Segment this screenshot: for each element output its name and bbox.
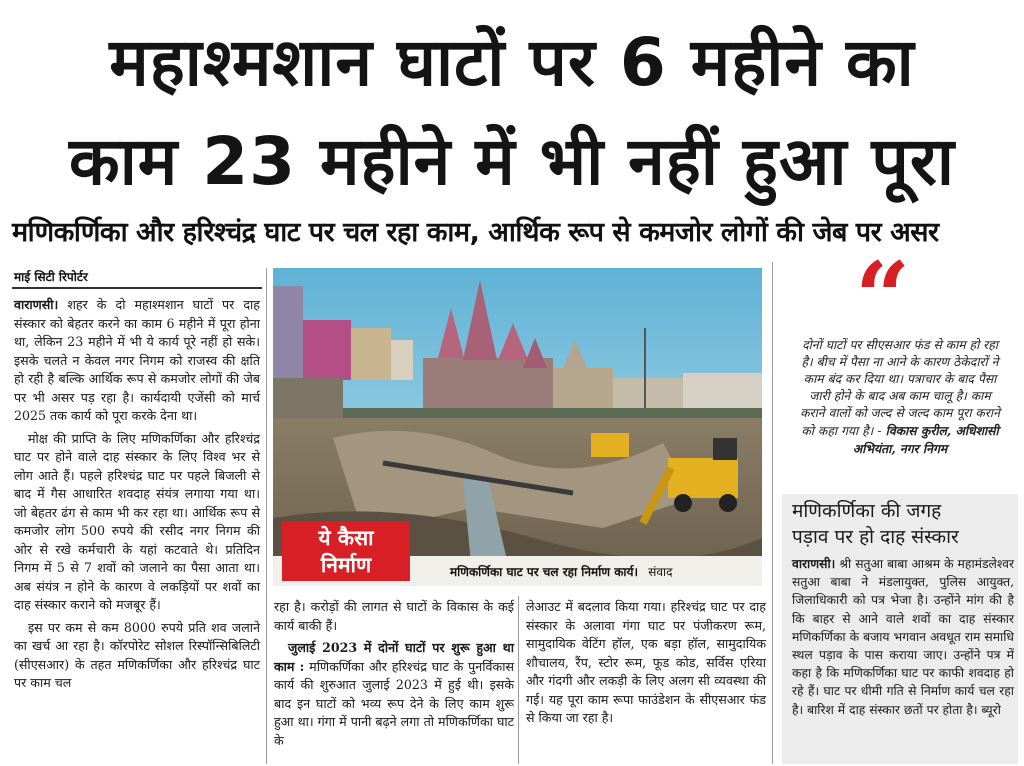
sidebar-title-line-1: मणिकर्णिका की जगह [792, 500, 942, 522]
photo-tag [282, 521, 410, 581]
subhead-july-2023: जुलाई 2023 में दोनों घाटों पर शुरू हुआ था काम : [274, 640, 514, 674]
byline: माई सिटी रिपोर्टर [14, 270, 88, 284]
headline-line-1: महाश्मशान घाटों पर 6 महीने का [109, 24, 915, 101]
col2-paragraph-2-text: मणिकर्णिका और हरिश्चंद्र घाट के पुनर्विकास कार्य की शुरुआत जुलाई 2023 में हुई थी। इसके बाद इन घाटों को भव्य रूप देने के लिए काम शुरू हुआ था। गंगा में पानी बढ़ने लगा तो मणिकर्णिका घाट के [274, 658, 515, 748]
photo-tag-line-2: निर्माण [320, 553, 372, 577]
column-divider-3 [772, 262, 773, 764]
article-column-3 [526, 598, 766, 732]
sidebar-paragraph [792, 555, 1014, 719]
sidebar-text: श्री सतुआ बाबा आश्रम के महामंडलेश्वर सतुआ बाबा ने मंडलायुक्त, पुलिस आयुक्त, जिलाधिकारी को पत्र भेजा है। उन्होंने मांग की है कि बाहर से आने वाले शवों का दाह संस्कार मणिकर्णिका के बजाय भगवान अवधूत राम समाधि स्थल पड़ाव के पास कराया जाए। उन्होंने पत्र में कहा है कि मणिकर्णिका घाट पर काफी शवदाह हो रहे हैं। घाट पर धीमी गति से निर्माण कार्य चल रहा है। बारिश में दाह संस्कार छतों पर होता है। ब्यूरो [792, 557, 1014, 717]
sidebar-dateline: वाराणसी। [792, 556, 836, 571]
headline-line-2: काम 23 महीने में भी नहीं हुआ पूरा [69, 123, 955, 200]
quote-mark-icon: “ [855, 241, 911, 354]
photo-credit: संवाद [648, 565, 673, 579]
sidebar-title [792, 498, 1012, 550]
quote-body: दोनों घाटों पर सीएसआर फंड से काम हो रहा है। बीच में पैसा ना आने के कारण ठेकेदारों ने काम बंद कर दिया था। पत्राचार के बाद पैसा जारी होने के बाद अब काम चालू है। काम कराने वालों को जल्द से जल्द काम पूरा कराने को कहा गया है। - [800, 338, 1000, 438]
col2-paragraph-1: रहा है। करोड़ों की लागत से घाटों के विकास के कई कार्य बाकी हैं। [274, 599, 514, 633]
subheadline: मणिकर्णिका और हरिश्चंद्र घाट पर चल रहा काम, आर्थिक रूप से कमजोर लोगों की जेब पर असर [12, 217, 939, 248]
byline-rule [12, 287, 262, 289]
photo-caption-text: मणिकर्णिका घाट पर चल रहा निर्माण कार्य। [450, 565, 639, 579]
column-divider-2 [518, 596, 519, 764]
photo-tag-line-1: ये कैसा [318, 526, 374, 550]
col3-paragraph-1: लेआउट में बदलाव किया गया। हरिश्चंद्र घाट पर दाह संस्कार के अलावा गंगा घाट पर पंजीकरण रूम, सामुदायिक वेटिंग हॉल, एक बड़ा हॉल, सामुदायिक शौचालय, रैंप, स्टोर रूम, फूड कोड, सर्विस एरिया और गंदगी और लकड़ी के लिए अलग सी व्यवस्था की गई। यह पूरा काम रूपा फाउंडेशन के सीएसआर फंड से किया जा रहा है। [526, 599, 766, 725]
sidebar-title-line-2: पड़ाव पर हो दाह संस्कार [792, 526, 959, 548]
paragraph-3: इस पर कम से कम 8000 रुपये प्रति शव जलाने का खर्च आ रहा है। कॉरपोरेट सोशल रिस्पॉन्सिबिलिटी (सीएसआर) के तहत मणिकर्णिका और हरिश्चंद्र घाट पर काम चल [14, 619, 260, 690]
dateline: वाराणसी। [14, 297, 59, 312]
quote-attribution: विकास कुरील, अधिशासी अभियंता, नगर निगम [852, 423, 999, 456]
article-column-1 [14, 296, 260, 697]
article-column-2 [274, 598, 514, 754]
column-divider-1 [266, 268, 267, 764]
sidebar-body [792, 555, 1014, 723]
paragraph-1 [14, 296, 260, 426]
paragraph-1-text: शहर के दो महाश्मशान घाटों पर दाह संस्कार को बेहतर करने का काम 6 महीने में पूरा होना था, लेकिन 23 महीने में भी ये कार्य पूरे नहीं हो सके। इसके चलते न केवल नगर निगम को राजस्व की क्षति हो रही है बल्कि आर्थिक रूप से कमजोर लोगों की जेब पर भी असर पड़ रहा है। कार्यदायी एजेंसी को मार्च 2025 तक कार्य को पूरा करके देना था। [14, 297, 260, 423]
col2-paragraph-2 [274, 639, 514, 750]
quote-text [796, 337, 1004, 458]
paragraph-2: मोक्ष की प्राप्ति के लिए मणिकर्णिका और हरिश्चंद्र घाट पर होने वाले दाह संस्कार के लिए विश्व भर से लोग आते हैं। पहले हरिश्चंद्र घाट पर पहले बिजली से बाद में गैस आधारित शवदाह संयंत्र लगाया गया था। जो बेहतर ढंग से काम भी कर रहा था। आर्थिक रूप से कमजोर लोग 500 रुपये की रसीद नगर निगम की ओर से रखे कर्मचारी के यहां कटवाते थे। प्रतिदिन निगम में 5 से 7 शवों को जलाने का पैसा आता था। अब संयंत्र न होने के कारण वे लकड़ियों पर शवों का दाह संस्कार कराने को मजबूर हैं। [14, 430, 260, 612]
photo-caption [450, 563, 750, 580]
